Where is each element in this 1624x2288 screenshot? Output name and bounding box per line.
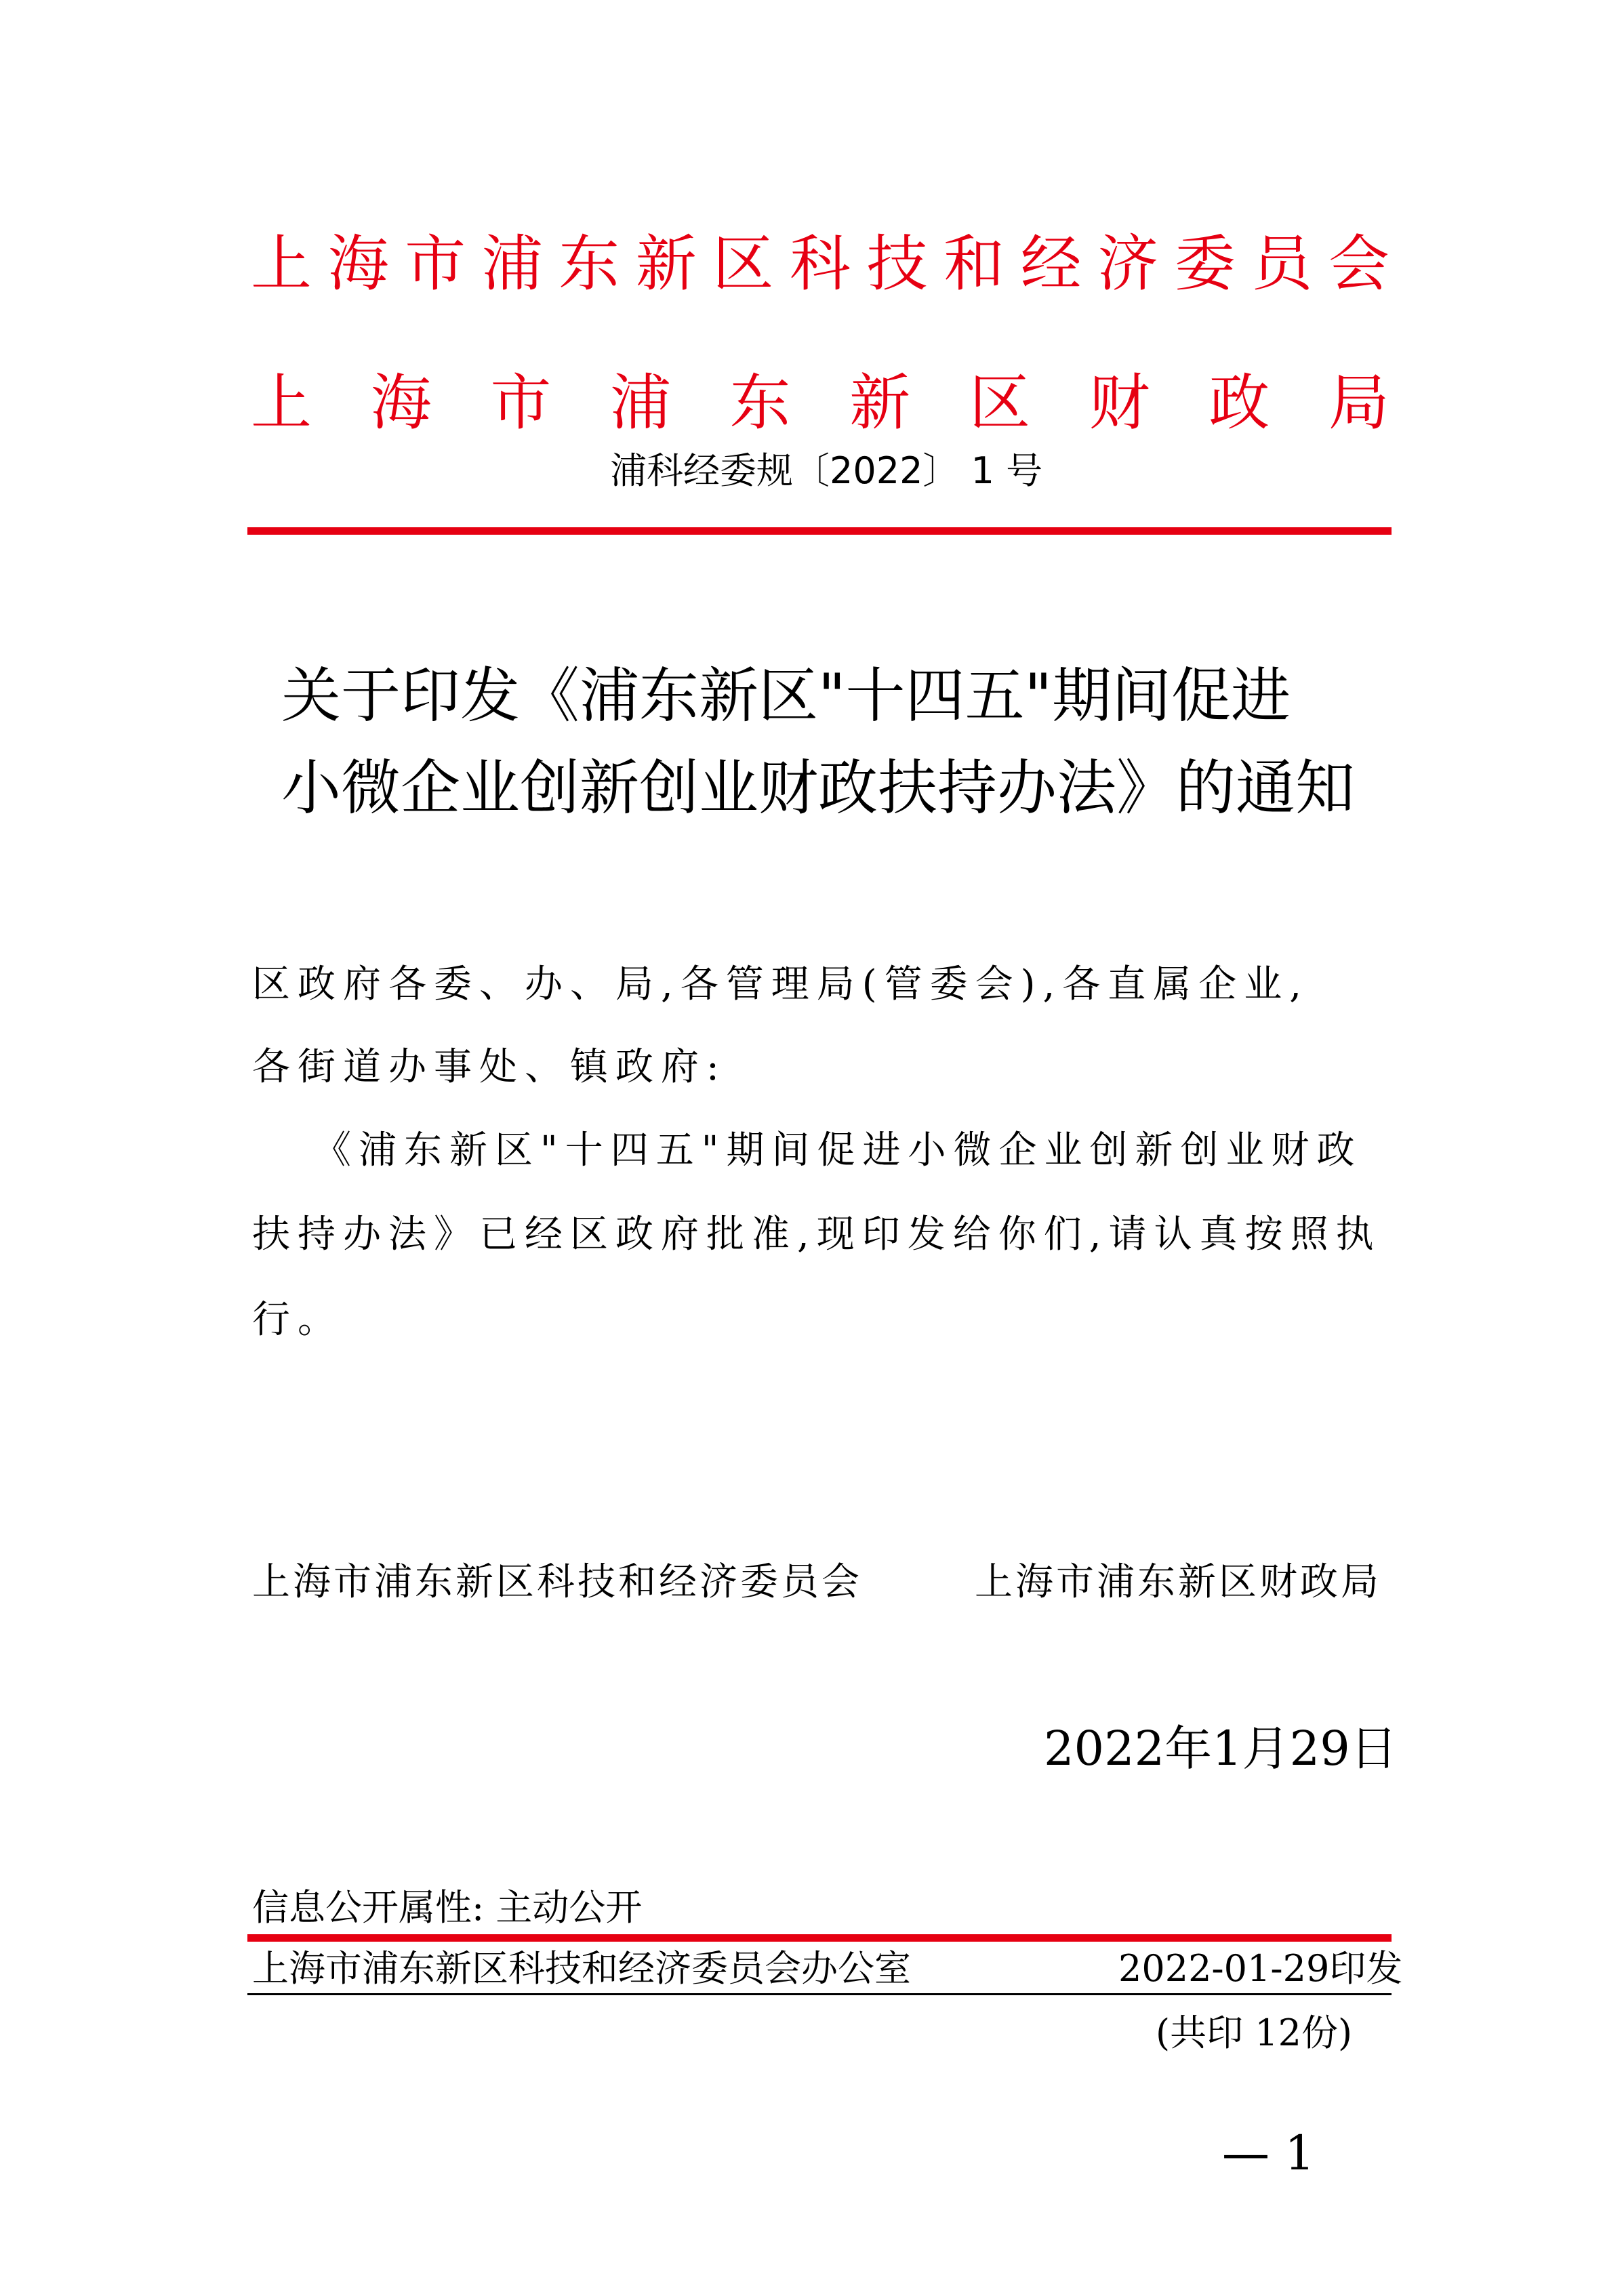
print-copies: (共印 12份): [1156, 2011, 1353, 2054]
document-number: 浦科经委规〔2022〕 1 号: [610, 449, 1043, 492]
header-char: 和: [943, 228, 1005, 300]
issuing-office: 上海市浦东新区科技和经济委员会办公室: [252, 1947, 911, 1990]
issuing-org-2-header: [251, 359, 1389, 447]
red-divider-bottom: [247, 1934, 1392, 1942]
header-char: 新: [849, 367, 911, 438]
header-char: 市: [405, 228, 466, 300]
recipients-line-1: 区政府各委、办、局,各管理局(管委会),各直属企业,: [252, 962, 1310, 1006]
header-char: 上: [251, 367, 312, 438]
document-date: 2022年1月29日: [1044, 1721, 1398, 1776]
red-divider-top: [247, 527, 1392, 535]
header-char: 新: [635, 228, 697, 300]
header-char: 区: [712, 228, 774, 300]
header-char: 浦: [609, 367, 671, 438]
signature-org-1: 上海市浦东新区科技和经济委员会: [252, 1560, 862, 1604]
header-char: 上: [251, 228, 312, 300]
header-char: 员: [1251, 228, 1313, 300]
header-char: 海: [327, 228, 389, 300]
header-char: 财: [1089, 367, 1150, 438]
header-char: 东: [729, 367, 791, 438]
header-char: 委: [1174, 228, 1236, 300]
header-char: 技: [866, 228, 928, 300]
page-number: — 1: [1222, 2125, 1315, 2181]
signature-org-2: 上海市浦东新区财政局: [975, 1560, 1381, 1604]
disclosure-attribute: 信息公开属性: 主动公开: [252, 1886, 643, 1929]
header-char: 局: [1328, 367, 1389, 438]
body-paragraph-line-2: 扶持办法》已经区政府批准,现印发给你们,请认真按照执: [252, 1212, 1381, 1257]
header-char: 浦: [481, 228, 543, 300]
header-char: 经: [1020, 228, 1082, 300]
body-paragraph-line-1: 《浦东新区"十四五"期间促进小微企业创新创业财政: [313, 1128, 1362, 1172]
issuing-org-1-header: [251, 220, 1389, 308]
recipients-line-2: 各街道办事处、镇政府:: [252, 1045, 727, 1089]
header-char: 济: [1097, 228, 1159, 300]
header-char: 海: [370, 367, 432, 438]
document-title-line-1: 关于印发《浦东新区"十四五"期间促进: [281, 661, 1291, 731]
header-char: 市: [490, 367, 552, 438]
header-char: 会: [1328, 228, 1389, 300]
header-char: 政: [1209, 367, 1270, 438]
document-title-line-2: 小微企业创新创业财政扶持办法》的通知: [281, 753, 1356, 823]
header-char: 科: [789, 228, 851, 300]
header-char: 东: [559, 228, 620, 300]
body-paragraph-line-3: 行。: [252, 1298, 343, 1342]
header-char: 区: [969, 367, 1030, 438]
black-divider: [247, 1993, 1392, 1995]
issue-date: 2022-01-29印发: [1118, 1947, 1403, 1990]
